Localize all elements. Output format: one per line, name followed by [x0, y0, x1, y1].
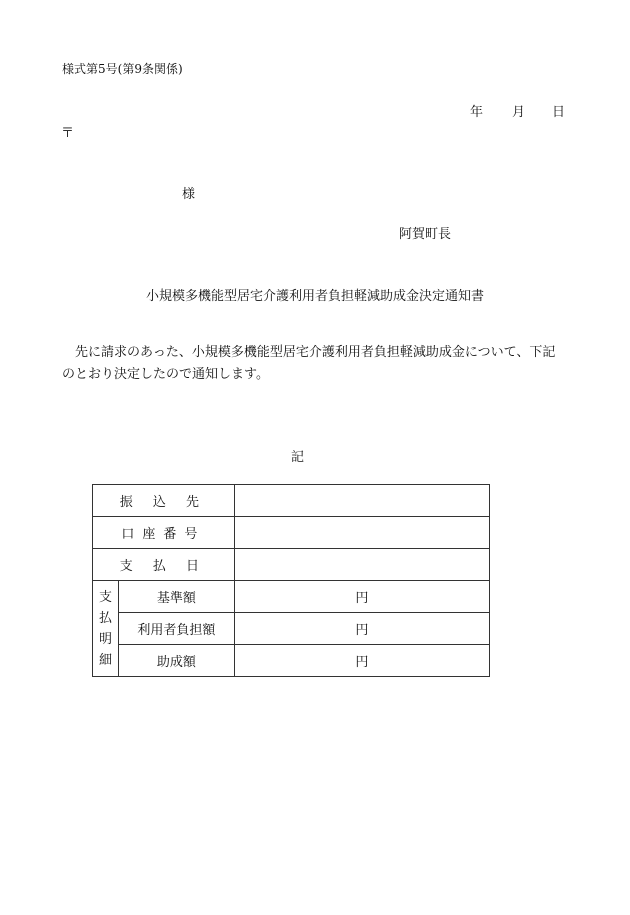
table-row [93, 645, 490, 677]
ki-heading: 記 [290, 450, 304, 465]
date-month-label: 月 [512, 105, 526, 120]
date-year-label: 年 [470, 105, 484, 120]
group-label-char: 明 [99, 631, 113, 647]
table-row [93, 517, 490, 549]
payment-date-label: 支 払 日 [93, 549, 235, 581]
date-day-label: 日 [552, 105, 566, 120]
postal-mark: 〒 [61, 126, 75, 141]
payment-breakdown-group-label [93, 581, 119, 677]
user-burden-value: 円 [234, 613, 489, 645]
group-label-char: 細 [99, 652, 113, 668]
table-row [93, 613, 490, 645]
group-label-char: 払 [99, 610, 113, 626]
account-number-value [234, 517, 489, 549]
payment-date-value [234, 549, 489, 581]
notice-body: 先に請求のあった、小規模多機能型居宅介護利用者負担軽減助成金について、下記のとおり決定したので通知します。 [62, 345, 556, 382]
account-number-label: 口座番号 [93, 517, 235, 549]
payment-table [92, 484, 490, 677]
user-burden-label: 利用者負担額 [119, 613, 235, 645]
base-amount-value: 円 [234, 581, 489, 613]
document-title: 小規模多機能型居宅介護利用者負担軽減助成金決定通知書 [145, 289, 484, 304]
recipient-honorific: 様 [182, 187, 196, 202]
subsidy-amount-label: 助成額 [119, 645, 235, 677]
table-row [93, 581, 490, 613]
group-label-char: 支 [99, 589, 113, 605]
form-number: 様式第5号(第9条関係) [62, 62, 183, 76]
subsidy-amount-value: 円 [234, 645, 489, 677]
transfer-destination-label: 振 込 先 [93, 485, 235, 517]
table-row [93, 549, 490, 581]
base-amount-label: 基準額 [119, 581, 235, 613]
transfer-destination-value [234, 485, 489, 517]
table-row [93, 485, 490, 517]
issuer-name: 阿賀町長 [399, 227, 452, 242]
